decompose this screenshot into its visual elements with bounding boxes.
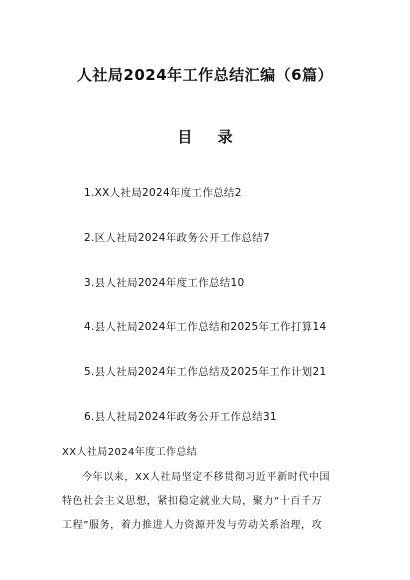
toc-item-3[interactable]: 3.县人社局2024年度工作总结10 [84, 276, 245, 289]
body-line-3: 工程”服务，着力推进人力资源开发与劳动关系治理，攻 [62, 520, 323, 531]
toc-item-6[interactable]: 6.县人社局2024年政务公开工作总结31 [84, 410, 277, 423]
body-paragraph [62, 466, 362, 538]
toc-item-1[interactable]: 1.XX人社局2024年度工作总结2 [84, 187, 242, 199]
toc-item-4[interactable]: 4.县人社局2024年工作总结和2025年工作打算14 [84, 321, 327, 334]
section-heading: XX人社局2024年度工作总结 [62, 447, 198, 458]
toc-item-2[interactable]: 2.区人社局2024年政务公开工作总结7 [84, 231, 270, 244]
body-line-2: 特色社会主义思想，紧扣稳定就业大局，聚力“十百千万 [62, 496, 323, 507]
table-of-contents [84, 186, 326, 455]
document-title: 人社局2024年工作总结汇编（6篇） [76, 66, 334, 84]
toc-item-5[interactable]: 5.县人社局2024年工作总结及2025年工作计划21 [84, 366, 327, 379]
toc-heading: 目 录 [177, 128, 243, 146]
body-line-1: 今年以来，XX人社局坚定不移贯彻习近平新时代中国 [82, 472, 331, 483]
